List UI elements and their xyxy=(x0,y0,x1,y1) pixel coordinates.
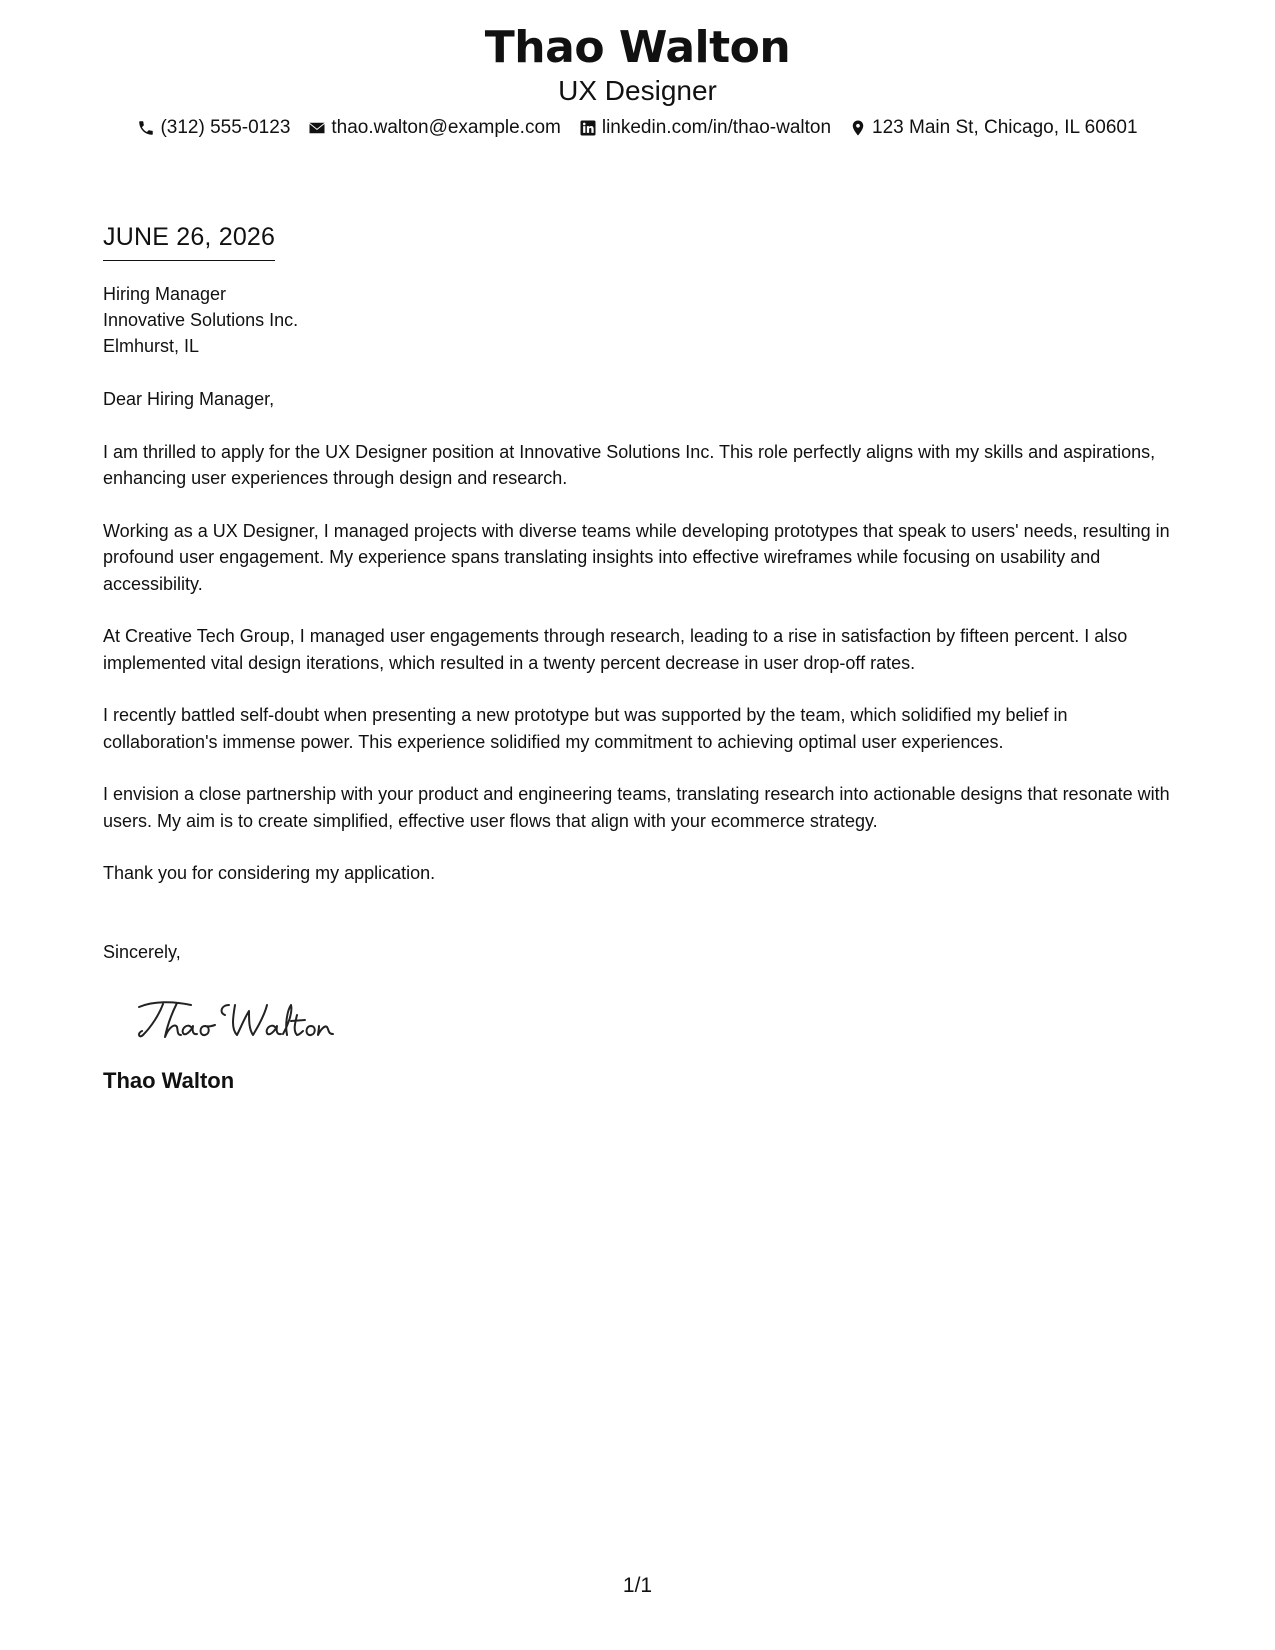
email-text: thao.walton@example.com xyxy=(331,117,561,138)
phone-icon xyxy=(137,119,155,137)
letter-header xyxy=(0,22,1275,140)
contact-bar xyxy=(0,116,1275,140)
phone-text: (312) 555-0123 xyxy=(160,117,291,138)
recipient-location: Elmhurst, IL xyxy=(103,336,200,356)
recipient-title: Hiring Manager xyxy=(103,284,227,304)
body-paragraph-2: Working as a UX Designer, I managed projects with diverse teams while developing prototypes that speak to users' needs, resulting in profound user engagement. My experience spans translating insights into effective wireframes while focusing on usability and accessibility. xyxy=(103,520,1170,594)
closing: Sincerely, xyxy=(103,941,181,962)
page-number: 1/1 xyxy=(622,1574,653,1597)
body-paragraph-3: At Creative Tech Group, I managed user engagements through research, leading to a rise in satisfaction by fifteen percent. I also implemented vital design iterations, which resulted in a twenty percent decrease in user drop-off rates. xyxy=(103,626,1128,673)
map-marker-icon xyxy=(849,119,867,137)
contact-address xyxy=(849,116,1137,140)
contact-email[interactable] xyxy=(308,116,560,140)
recipient-company: Innovative Solutions Inc. xyxy=(103,310,299,330)
linkedin-text: linkedin.com/in/thao-walton xyxy=(601,117,832,138)
applicant-name: Thao Walton xyxy=(484,22,791,73)
envelope-icon xyxy=(308,119,326,137)
applicant-role: UX Designer xyxy=(558,75,717,106)
contact-linkedin[interactable] xyxy=(579,116,831,140)
linkedin-icon xyxy=(579,119,597,137)
salutation: Dear Hiring Manager, xyxy=(103,389,275,409)
body-paragraph-5: I envision a close partnership with your product and engineering teams, translating research into actionable designs that resonate with users. My aim is to create simplified, effective user flows that align with your ecommerce strategy. xyxy=(103,784,1170,831)
signer-name: Thao Walton xyxy=(103,1068,235,1093)
address-text: 123 Main St, Chicago, IL 60601 xyxy=(872,117,1138,138)
contact-phone xyxy=(137,116,290,140)
body-paragraph-4: I recently battled self-doubt when presenting a new prototype but was supported by the team, which solidified my belief in collaboration's immense power. This experience solidified my commitment to achieving optimal user experiences. xyxy=(103,705,1068,752)
letter-date: JUNE 26, 2026 xyxy=(103,220,275,261)
recipient-block xyxy=(103,281,1178,359)
letter-body xyxy=(103,220,1178,1095)
handwritten-signature xyxy=(133,993,1178,1053)
body-paragraph-1: I am thrilled to apply for the UX Designer position at Innovative Solutions Inc. This role perfectly aligns with my skills and aspirations, enhancing user experiences through design and research. xyxy=(103,441,1156,488)
body-paragraph-6: Thank you for considering my application. xyxy=(103,863,436,883)
